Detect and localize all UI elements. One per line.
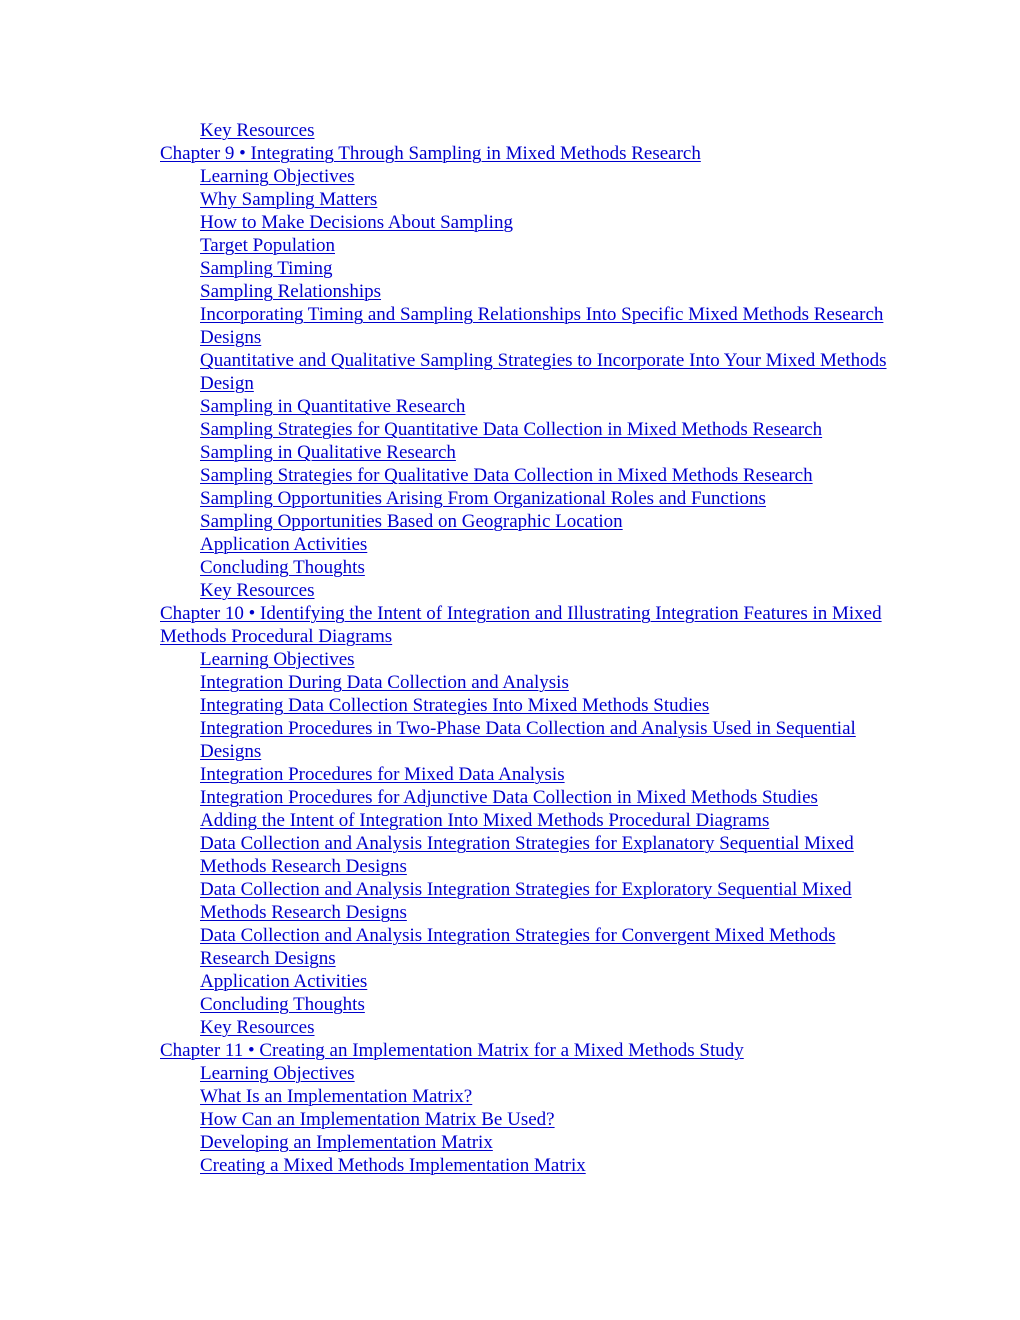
section-link[interactable]: Sampling in Qualitative Research [200,442,456,463]
section-link[interactable]: Sampling Opportunities Arising From Organizational Roles and Functions [200,488,766,509]
section-link[interactable]: Integration Procedures for Mixed Data Analysis [200,764,565,785]
toc-section-entry [160,924,900,970]
section-link[interactable]: Integration During Data Collection and Analysis [200,672,569,693]
section-link[interactable]: Sampling Opportunities Based on Geographic Location [200,511,623,532]
toc-section-entry [160,1154,900,1177]
section-link[interactable]: Quantitative and Qualitative Sampling Strategies to Incorporate Into Your Mixed Methods Design [200,350,887,394]
section-link[interactable]: Key Resources [200,120,315,141]
toc-section-entry [160,694,900,717]
section-link[interactable]: Target Population [200,235,335,256]
toc-section-entry [160,234,900,257]
section-link[interactable]: Incorporating Timing and Sampling Relationships Into Specific Mixed Methods Research Designs [200,304,884,348]
toc-section-entry [160,1085,900,1108]
toc-section-entry [160,487,900,510]
toc-section-entry [160,280,900,303]
toc-section-entry [160,1108,900,1131]
section-link[interactable]: Concluding Thoughts [200,557,365,578]
toc-section-entry [160,464,900,487]
chapter-link[interactable]: Chapter 9 • Integrating Through Sampling in Mixed Methods Research [160,143,701,164]
section-link[interactable]: Integration Procedures for Adjunctive Data Collection in Mixed Methods Studies [200,787,818,808]
chapter-link[interactable]: Chapter 10 • Identifying the Intent of Integration and Illustrating Integration Features in Mixed Methods Procedural Diagrams [160,603,882,647]
toc-section-entry [160,257,900,280]
toc-chapter-entry [160,1039,900,1062]
section-link[interactable]: Sampling Timing [200,258,333,279]
toc-section-entry [160,188,900,211]
toc-section-entry [160,418,900,441]
toc-section-entry [160,1062,900,1085]
section-link[interactable]: Adding the Intent of Integration Into Mixed Methods Procedural Diagrams [200,810,770,831]
section-link[interactable]: Sampling in Quantitative Research [200,396,466,417]
table-of-contents [160,119,900,1177]
section-link[interactable]: How to Make Decisions About Sampling [200,212,513,233]
toc-section-entry [160,786,900,809]
toc-section-entry [160,809,900,832]
toc-section-entry [160,717,900,763]
toc-section-entry [160,579,900,602]
section-link[interactable]: Application Activities [200,971,368,992]
toc-section-entry [160,556,900,579]
section-link[interactable]: Developing an Implementation Matrix [200,1132,493,1153]
section-link[interactable]: Key Resources [200,580,315,601]
toc-section-entry [160,395,900,418]
section-link[interactable]: Sampling Relationships [200,281,382,302]
toc-section-entry [160,1016,900,1039]
chapter-link[interactable]: Chapter 11 • Creating an Implementation Matrix for a Mixed Methods Study [160,1040,744,1061]
toc-section-entry [160,303,900,349]
toc-chapter-entry [160,602,900,648]
toc-section-entry [160,763,900,786]
section-link[interactable]: Sampling Strategies for Quantitative Data Collection in Mixed Methods Research [200,419,823,440]
section-link[interactable]: What Is an Implementation Matrix? [200,1086,473,1107]
section-link[interactable]: Integration Procedures in Two-Phase Data Collection and Analysis Used in Sequential Designs [200,718,856,762]
toc-section-entry [160,648,900,671]
toc-section-entry [160,349,900,395]
section-link[interactable]: Concluding Thoughts [200,994,365,1015]
toc-section-entry [160,832,900,878]
toc-section-entry [160,671,900,694]
section-link[interactable]: Learning Objectives [200,166,355,187]
toc-section-entry [160,970,900,993]
toc-section-entry [160,1131,900,1154]
section-link[interactable]: Data Collection and Analysis Integration Strategies for Convergent Mixed Methods Research Designs [200,925,836,969]
section-link[interactable]: Learning Objectives [200,1063,355,1084]
section-link[interactable]: Sampling Strategies for Qualitative Data Collection in Mixed Methods Research [200,465,813,486]
section-link[interactable]: Integrating Data Collection Strategies Into Mixed Methods Studies [200,695,710,716]
toc-chapter-entry [160,142,900,165]
section-link[interactable]: Why Sampling Matters [200,189,378,210]
section-link[interactable]: Creating a Mixed Methods Implementation Matrix [200,1155,586,1176]
toc-section-entry [160,119,900,142]
section-link[interactable]: Learning Objectives [200,649,355,670]
toc-section-entry [160,533,900,556]
toc-section-entry [160,510,900,533]
toc-section-entry [160,211,900,234]
toc-section-entry [160,441,900,464]
toc-section-entry [160,993,900,1016]
section-link[interactable]: Data Collection and Analysis Integration Strategies for Explanatory Sequential Mixed Methods Research Designs [200,833,854,877]
section-link[interactable]: Key Resources [200,1017,315,1038]
section-link[interactable]: How Can an Implementation Matrix Be Used? [200,1109,555,1130]
section-link[interactable]: Application Activities [200,534,368,555]
section-link[interactable]: Data Collection and Analysis Integration Strategies for Exploratory Sequential Mixed Methods Research Designs [200,879,852,923]
toc-section-entry [160,878,900,924]
toc-section-entry [160,165,900,188]
